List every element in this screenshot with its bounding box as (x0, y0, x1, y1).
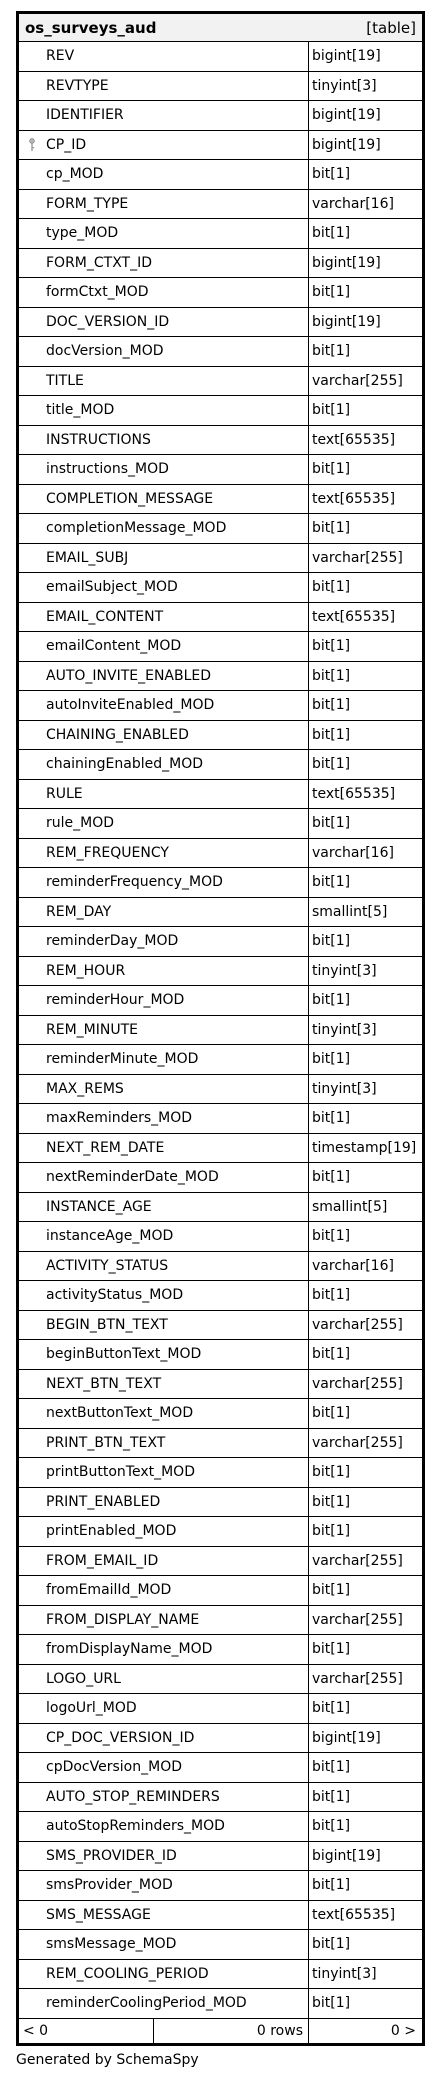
column-name[interactable]: type_MOD (19, 219, 309, 249)
column-name[interactable]: PRINT_BTN_TEXT (19, 1429, 309, 1459)
table-row (19, 1311, 422, 1341)
table-row (19, 1842, 422, 1872)
column-name[interactable] (19, 131, 309, 161)
column-type: varchar[255] (309, 1370, 422, 1400)
column-name[interactable]: REM_DAY (19, 898, 309, 928)
table-row (19, 898, 422, 928)
column-type: bit[1] (309, 721, 422, 751)
table-row (19, 1753, 422, 1783)
column-type: text[65535] (309, 780, 422, 810)
table-row (19, 1576, 422, 1606)
column-name[interactable]: smsMessage_MOD (19, 1930, 309, 1960)
column-name[interactable]: FORM_CTXT_ID (19, 249, 309, 279)
column-type: bit[1] (309, 1517, 422, 1547)
column-name[interactable]: SMS_PROVIDER_ID (19, 1842, 309, 1872)
column-type: bigint[19] (309, 308, 422, 338)
column-name[interactable]: REM_FREQUENCY (19, 839, 309, 869)
table-row (19, 1901, 422, 1931)
column-name[interactable]: REM_MINUTE (19, 1016, 309, 1046)
column-type: bit[1] (309, 337, 422, 367)
column-name[interactable]: reminderDay_MOD (19, 927, 309, 957)
column-name[interactable]: INSTANCE_AGE (19, 1193, 309, 1223)
table-row (19, 1665, 422, 1695)
column-type: bigint[19] (309, 1724, 422, 1754)
children-count: < 0 (19, 2019, 154, 2043)
table-row (19, 396, 422, 426)
column-name[interactable]: formCtxt_MOD (19, 278, 309, 308)
column-list (19, 42, 422, 2019)
table-row (19, 780, 422, 810)
table-row (19, 72, 422, 102)
table-row (19, 337, 422, 367)
column-name[interactable]: AUTO_INVITE_ENABLED (19, 662, 309, 692)
column-type: bit[1] (309, 160, 422, 190)
table-row (19, 1134, 422, 1164)
column-type: bit[1] (309, 1694, 422, 1724)
column-type: bit[1] (309, 1488, 422, 1518)
column-type: varchar[16] (309, 190, 422, 220)
table-row (19, 1104, 422, 1134)
column-name[interactable]: TITLE (19, 367, 309, 397)
column-type: bit[1] (309, 1045, 422, 1075)
column-name[interactable]: nextButtonText_MOD (19, 1399, 309, 1429)
table-row (19, 1163, 422, 1193)
column-type: varchar[255] (309, 367, 422, 397)
table-row (19, 662, 422, 692)
column-name[interactable]: emailSubject_MOD (19, 573, 309, 603)
table-row (19, 927, 422, 957)
table-row (19, 1547, 422, 1577)
column-name[interactable]: LOGO_URL (19, 1665, 309, 1695)
table-row (19, 1075, 422, 1105)
table-row (19, 809, 422, 839)
column-type: bit[1] (309, 1871, 422, 1901)
column-name[interactable]: CP_DOC_VERSION_ID (19, 1724, 309, 1754)
column-type: bigint[19] (309, 131, 422, 161)
column-name[interactable]: completionMessage_MOD (19, 514, 309, 544)
table-row (19, 1488, 422, 1518)
column-name[interactable]: REM_COOLING_PERIOD (19, 1960, 309, 1990)
table-row (19, 1635, 422, 1665)
table-row (19, 868, 422, 898)
table-row (19, 455, 422, 485)
column-name[interactable]: activityStatus_MOD (19, 1281, 309, 1311)
column-type: bit[1] (309, 1635, 422, 1665)
table-row (19, 1989, 422, 2019)
table-row (19, 1399, 422, 1429)
table-row (19, 1783, 422, 1813)
column-name[interactable]: autoStopReminders_MOD (19, 1812, 309, 1842)
column-name[interactable]: FORM_TYPE (19, 190, 309, 220)
table-row (19, 190, 422, 220)
column-name[interactable]: instructions_MOD (19, 455, 309, 485)
column-name-text: CP_ID (46, 136, 87, 153)
table-row (19, 426, 422, 456)
table-row (19, 1458, 422, 1488)
table-row (19, 1871, 422, 1901)
column-type: bit[1] (309, 278, 422, 308)
table-row (19, 632, 422, 662)
column-type: tinyint[3] (309, 957, 422, 987)
column-type: bit[1] (309, 219, 422, 249)
column-type: bit[1] (309, 986, 422, 1016)
column-name[interactable]: rule_MOD (19, 809, 309, 839)
table-row (19, 750, 422, 780)
table-row (19, 101, 422, 131)
table-row (19, 131, 422, 161)
table-row (19, 1340, 422, 1370)
column-type: text[65535] (309, 1901, 422, 1931)
column-name[interactable]: IDENTIFIER (19, 101, 309, 131)
column-name[interactable]: RULE (19, 780, 309, 810)
column-type: bit[1] (309, 750, 422, 780)
key-icon (29, 138, 35, 152)
column-type: varchar[255] (309, 1665, 422, 1695)
column-name[interactable]: cp_MOD (19, 160, 309, 190)
column-type: timestamp[19] (309, 1134, 422, 1164)
table-row (19, 367, 422, 397)
column-name[interactable]: printButtonText_MOD (19, 1458, 309, 1488)
column-name[interactable]: maxReminders_MOD (19, 1104, 309, 1134)
table-row (19, 1016, 422, 1046)
column-name[interactable]: MAX_REMS (19, 1075, 309, 1105)
column-type: text[65535] (309, 426, 422, 456)
column-type: bit[1] (309, 396, 422, 426)
table-name[interactable]: os_surveys_aud (25, 18, 157, 37)
generated-by-label: Generated by SchemaSpy (16, 2052, 199, 2068)
column-type: bit[1] (309, 1783, 422, 1813)
column-type: bit[1] (309, 662, 422, 692)
column-name[interactable]: instanceAge_MOD (19, 1222, 309, 1252)
table-row (19, 219, 422, 249)
column-type: smallint[5] (309, 1193, 422, 1223)
table-row (19, 839, 422, 869)
column-type: bit[1] (309, 1104, 422, 1134)
table-row (19, 691, 422, 721)
column-name[interactable]: FROM_DISPLAY_NAME (19, 1606, 309, 1636)
table-header (19, 14, 422, 42)
column-type: varchar[255] (309, 1606, 422, 1636)
column-name[interactable]: printEnabled_MOD (19, 1517, 309, 1547)
table-row (19, 485, 422, 515)
table-row (19, 1252, 422, 1282)
column-name[interactable]: title_MOD (19, 396, 309, 426)
table-row (19, 160, 422, 190)
column-type: varchar[255] (309, 1547, 422, 1577)
table-row (19, 603, 422, 633)
column-name[interactable]: reminderMinute_MOD (19, 1045, 309, 1075)
column-name[interactable]: COMPLETION_MESSAGE (19, 485, 309, 515)
column-name[interactable]: SMS_MESSAGE (19, 1901, 309, 1931)
table-row (19, 308, 422, 338)
column-type: bigint[19] (309, 101, 422, 131)
column-name[interactable]: INSTRUCTIONS (19, 426, 309, 456)
column-type: bit[1] (309, 927, 422, 957)
column-name[interactable]: NEXT_REM_DATE (19, 1134, 309, 1164)
table-row (19, 1960, 422, 1990)
column-type: bigint[19] (309, 42, 422, 72)
table-row (19, 1370, 422, 1400)
column-type: bit[1] (309, 1930, 422, 1960)
column-name[interactable]: EMAIL_SUBJ (19, 544, 309, 574)
column-name[interactable]: PRINT_ENABLED (19, 1488, 309, 1518)
column-type: text[65535] (309, 603, 422, 633)
table-row (19, 1193, 422, 1223)
column-type: bit[1] (309, 809, 422, 839)
table-row (19, 986, 422, 1016)
table-row (19, 957, 422, 987)
parents-count: 0 > (390, 2022, 416, 2039)
table-box (16, 11, 425, 2046)
column-name[interactable]: AUTO_STOP_REMINDERS (19, 1783, 309, 1813)
column-type: bit[1] (309, 1163, 422, 1193)
column-name[interactable]: REV (19, 42, 309, 72)
table-row (19, 1930, 422, 1960)
column-type: bit[1] (309, 1399, 422, 1429)
column-name[interactable]: DOC_VERSION_ID (19, 308, 309, 338)
column-type: bit[1] (309, 1812, 422, 1842)
column-type: bit[1] (309, 573, 422, 603)
table-row (19, 1429, 422, 1459)
table-row (19, 573, 422, 603)
column-type: bit[1] (309, 1281, 422, 1311)
table-kind: [table] (366, 18, 416, 37)
column-name[interactable]: beginButtonText_MOD (19, 1340, 309, 1370)
column-type: varchar[255] (309, 544, 422, 574)
column-type: bigint[19] (309, 249, 422, 279)
column-type: tinyint[3] (309, 1960, 422, 1990)
column-type: varchar[255] (309, 1429, 422, 1459)
column-name[interactable]: REM_HOUR (19, 957, 309, 987)
column-name[interactable]: nextReminderDate_MOD (19, 1163, 309, 1193)
column-name[interactable]: NEXT_BTN_TEXT (19, 1370, 309, 1400)
column-name[interactable]: reminderHour_MOD (19, 986, 309, 1016)
column-name[interactable]: FROM_EMAIL_ID (19, 1547, 309, 1577)
column-type: tinyint[3] (309, 1075, 422, 1105)
table-row (19, 1045, 422, 1075)
column-type: bit[1] (309, 1753, 422, 1783)
column-type: bit[1] (309, 455, 422, 485)
column-type: bit[1] (309, 1458, 422, 1488)
column-type: bigint[19] (309, 1842, 422, 1872)
column-name[interactable]: cpDocVersion_MOD (19, 1753, 309, 1783)
column-type: bit[1] (309, 514, 422, 544)
row-count: 0 rows (154, 2019, 309, 2043)
column-name[interactable]: fromDisplayName_MOD (19, 1635, 309, 1665)
column-name[interactable]: logoUrl_MOD (19, 1694, 309, 1724)
column-type: smallint[5] (309, 898, 422, 928)
column-type: varchar[16] (309, 839, 422, 869)
table-row (19, 1724, 422, 1754)
column-name[interactable]: reminderFrequency_MOD (19, 868, 309, 898)
column-type: bit[1] (309, 868, 422, 898)
column-type: tinyint[3] (309, 72, 422, 102)
table-row (19, 278, 422, 308)
column-name[interactable]: emailContent_MOD (19, 632, 309, 662)
table-row (19, 1694, 422, 1724)
table-row (19, 249, 422, 279)
table-row (19, 721, 422, 751)
column-type: tinyint[3] (309, 1016, 422, 1046)
table-row (19, 1517, 422, 1547)
column-name[interactable]: chainingEnabled_MOD (19, 750, 309, 780)
column-name[interactable]: docVersion_MOD (19, 337, 309, 367)
column-type: varchar[255] (309, 1311, 422, 1341)
table-row (19, 544, 422, 574)
column-name[interactable]: ACTIVITY_STATUS (19, 1252, 309, 1282)
column-type: bit[1] (309, 691, 422, 721)
column-name[interactable]: BEGIN_BTN_TEXT (19, 1311, 309, 1341)
column-name[interactable]: EMAIL_CONTENT (19, 603, 309, 633)
column-type: varchar[16] (309, 1252, 422, 1282)
table-footer (19, 2019, 422, 2043)
table-row (19, 514, 422, 544)
column-name[interactable]: autoInviteEnabled_MOD (19, 691, 309, 721)
column-type: bit[1] (309, 1989, 422, 2019)
table-row (19, 42, 422, 72)
column-type: bit[1] (309, 1576, 422, 1606)
table-row (19, 1222, 422, 1252)
column-name[interactable]: reminderCoolingPeriod_MOD (19, 1989, 309, 2019)
column-name[interactable]: REVTYPE (19, 72, 309, 102)
column-type: bit[1] (309, 1340, 422, 1370)
table-row (19, 1606, 422, 1636)
column-type: text[65535] (309, 485, 422, 515)
column-type: bit[1] (309, 632, 422, 662)
column-name[interactable]: smsProvider_MOD (19, 1871, 309, 1901)
table-row (19, 1281, 422, 1311)
table-row (19, 1812, 422, 1842)
column-type: bit[1] (309, 1222, 422, 1252)
column-name[interactable]: CHAINING_ENABLED (19, 721, 309, 751)
column-name[interactable]: fromEmailId_MOD (19, 1576, 309, 1606)
